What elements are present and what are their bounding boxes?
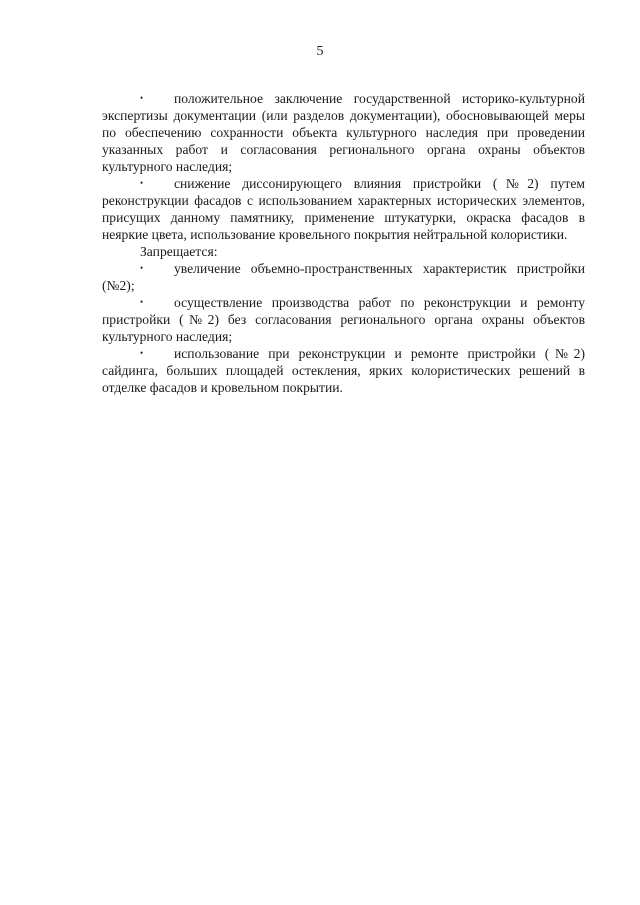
prohibited-heading: Запрещается:	[140, 244, 218, 259]
bullet-icon: •	[140, 178, 144, 188]
list-item	[102, 260, 585, 294]
list-item	[102, 90, 585, 175]
bullet-icon: •	[140, 263, 144, 273]
list-item-text: использование при реконструкции и ремонте пристройки (№2) сайдинга, больших площадей остекления, ярких колористических решений в отделке фасадов и кровельном покрытии.	[102, 346, 585, 395]
page-number: 5	[316, 44, 324, 59]
bullet-icon: •	[140, 93, 144, 103]
bullet-icon: •	[140, 297, 144, 307]
list-item	[102, 294, 585, 345]
list-item	[102, 175, 585, 243]
bullet-icon: •	[140, 348, 144, 358]
list-item	[102, 345, 585, 396]
list-item-text: увеличение объемно-пространственных характеристик пристройки (№2);	[102, 261, 585, 293]
list-item-text: осуществление производства работ по реконструкции и ремонту пристройки (№2) без согласования регионального органа охраны объектов культурного наследия;	[102, 295, 585, 344]
list-item-text: снижение диссонирующего влияния пристройки (№2) путем реконструкции фасадов с использованием характерных исторических элементов, присущих данному памятнику, применение штукатурки, окраска фасадов в неяркие цвета, использование кровельного покрытия нейтральной колористики.	[102, 176, 585, 242]
list-item-text: положительное заключение государственной историко-культурной экспертизы документации (или разделов документации), обосновывающей меры по обеспечению сохранности объекта культурного наследия при проведении указанных работ и согласования регионального органа охраны объектов культурного наследия;	[102, 91, 585, 174]
document-body	[102, 90, 585, 396]
